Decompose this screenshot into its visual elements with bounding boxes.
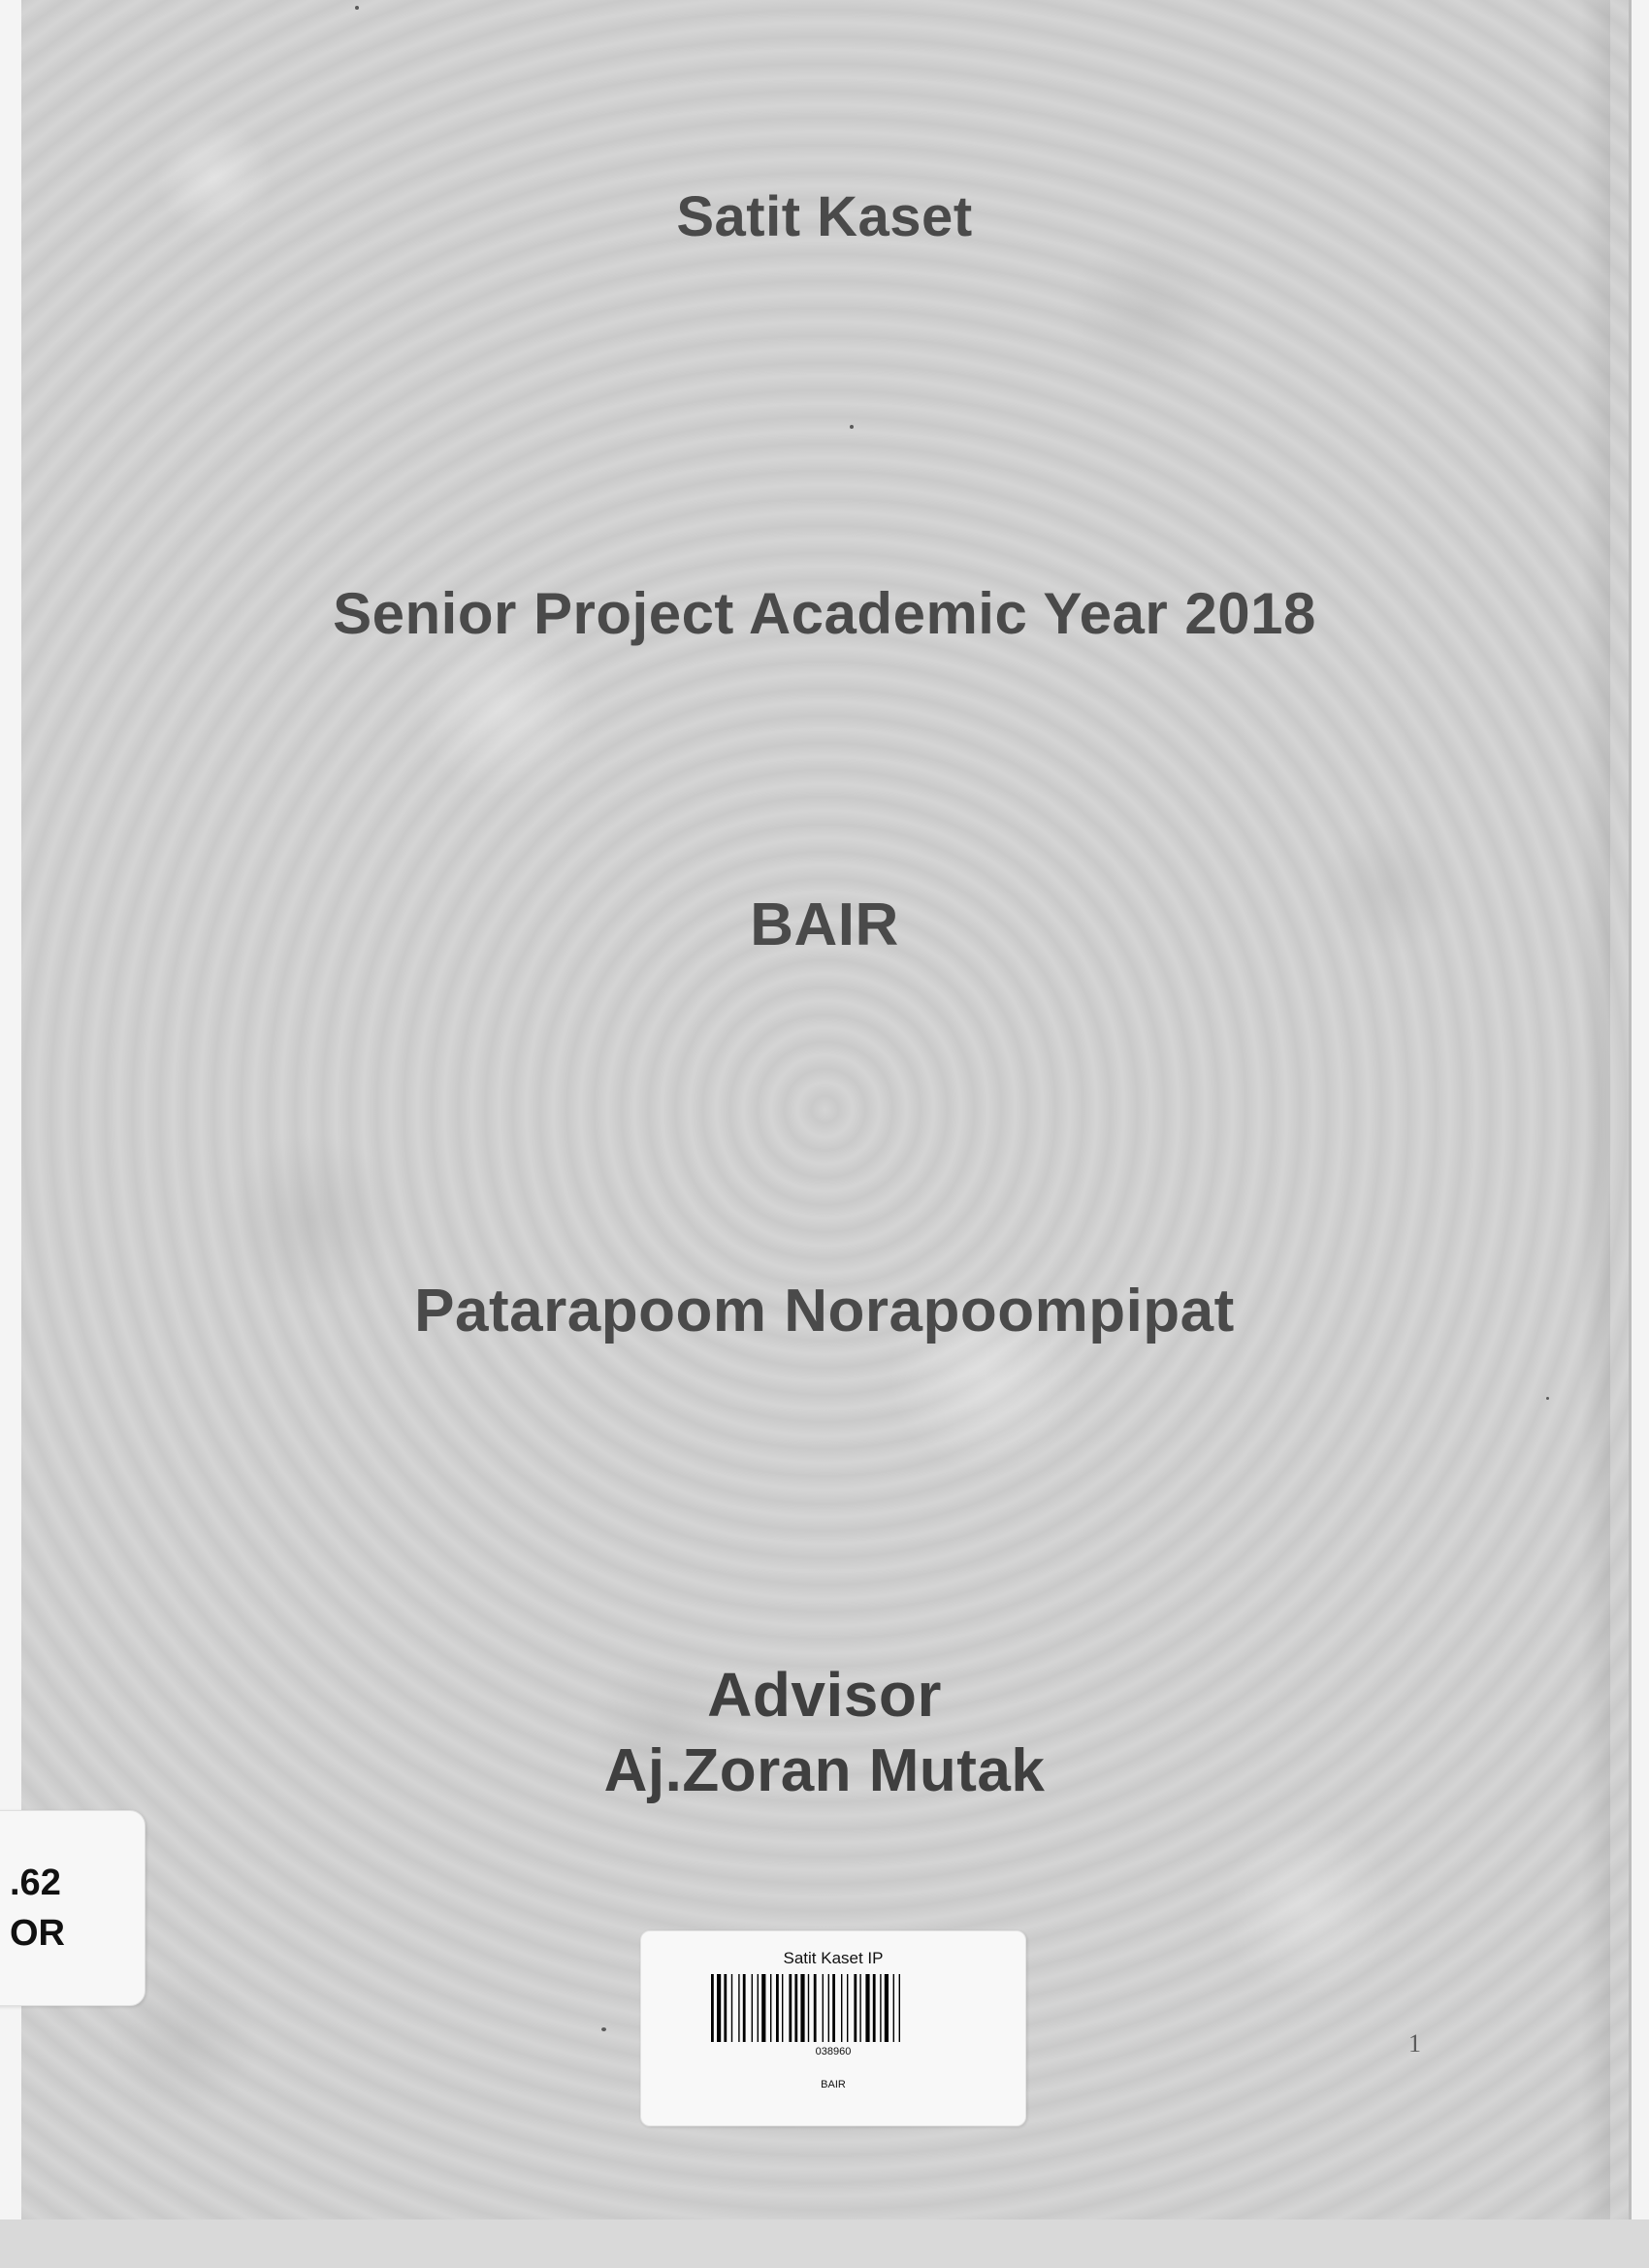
call-number-line-1: .62 bbox=[10, 1863, 61, 1903]
barcode-bar bbox=[885, 1974, 889, 2042]
scan-speck bbox=[1546, 1397, 1549, 1400]
scan-speck bbox=[601, 2027, 606, 2031]
barcode-bar bbox=[717, 1974, 721, 2042]
project-heading: Senior Project Academic Year 2018 bbox=[333, 581, 1316, 646]
project-title: BAIR bbox=[750, 891, 899, 958]
barcode-bar bbox=[761, 1974, 765, 2042]
barcode-bar bbox=[800, 1974, 804, 2042]
school-name: Satit Kaset bbox=[676, 185, 973, 248]
barcode-bar bbox=[873, 1974, 876, 2042]
scan-speck bbox=[850, 425, 854, 429]
call-number-line-2: OR bbox=[10, 1913, 65, 1954]
barcode-bar bbox=[758, 1974, 759, 2042]
barcode-bar bbox=[711, 1974, 714, 2042]
barcode-bar bbox=[828, 1974, 829, 2042]
barcode-sticker bbox=[640, 1930, 1026, 2126]
advisor-name: Aj.Zoran Mutak bbox=[603, 1737, 1046, 1804]
barcode-bar bbox=[832, 1974, 835, 2042]
barcode-bar bbox=[841, 1974, 842, 2042]
advisor-label: Advisor bbox=[707, 1660, 942, 1730]
scan-speck bbox=[355, 6, 359, 10]
barcode-bar bbox=[823, 1974, 824, 2042]
barcode-library-name: Satit Kaset IP bbox=[783, 1949, 884, 1967]
barcode-bar bbox=[752, 1974, 753, 2042]
barcode-bar bbox=[814, 1974, 817, 2042]
barcode-bar bbox=[794, 1974, 797, 2042]
author-name: Patarapoom Norapoompipat bbox=[414, 1278, 1235, 1345]
call-number-sticker bbox=[0, 1810, 146, 2006]
barcode-bar bbox=[854, 1974, 857, 2042]
barcode-bar bbox=[847, 1974, 848, 2042]
barcode-bar bbox=[789, 1974, 792, 2042]
barcode-bar bbox=[724, 1974, 727, 2042]
scanner-edge-strip bbox=[0, 2219, 1649, 2268]
barcode-bar bbox=[899, 1974, 900, 2042]
barcode-bar bbox=[770, 1974, 771, 2042]
barcode-bar bbox=[738, 1974, 739, 2042]
report-cover bbox=[21, 0, 1632, 2219]
barcode-bar bbox=[731, 1974, 732, 2042]
barcode-bar bbox=[743, 1974, 746, 2042]
barcode-bar bbox=[776, 1974, 779, 2042]
barcode-number: 038960 bbox=[815, 2046, 852, 2057]
barcode-bar bbox=[859, 1974, 860, 2042]
barcode-item-code: BAIR bbox=[821, 2079, 846, 2090]
barcode-bar bbox=[865, 1974, 869, 2042]
barcode-bar bbox=[893, 1974, 894, 2042]
cover-right-edge bbox=[1581, 0, 1610, 2219]
barcode-bar bbox=[782, 1974, 783, 2042]
page-number: 1 bbox=[1408, 2029, 1421, 2057]
barcode-bar bbox=[808, 1974, 809, 2042]
barcode-bar bbox=[880, 1974, 881, 2042]
barcode-icon bbox=[709, 1974, 957, 2042]
